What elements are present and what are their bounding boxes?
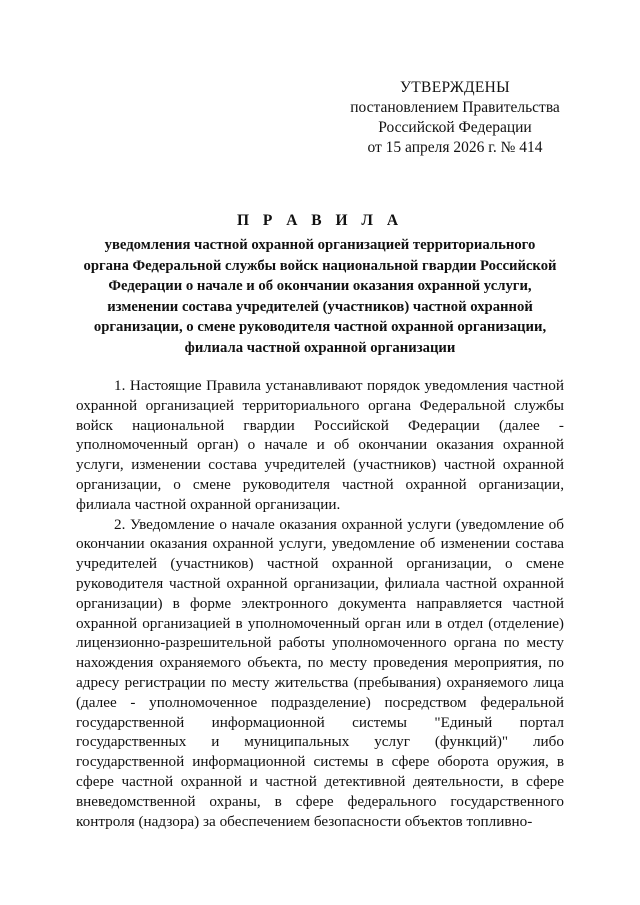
document-subtitle: уведомления частной охранной организацией территориального органа Федеральной службы войск национальной гвардии Российской Федерации о начале и об окончании оказания охранной услуги, изменении состава учредителей (участников) частной охранной организации, о смене руководителя частной охранной организации, филиала частной охранной организации: [83, 237, 557, 356]
approval-line-resolution: постановлением Правительства: [350, 99, 560, 116]
approval-line-date: от 15 апреля 2026 г. № 414: [367, 139, 543, 156]
paragraph-1: 1. Настоящие Правила устанавливают порядок уведомления частной охранной организацией территориального органа Федеральной службы войск национальной гвардии Российской Федерации (далее - уполномоченный орган) о начале и об окончании оказания охранной услуги, изменении состава учредителей (участников) частной охранной организации, о смене руководителя частной охранной организации, филиала частной охранной организации.: [76, 377, 564, 513]
document-body: [76, 376, 564, 831]
document-title: П Р А В И Л А: [236, 212, 404, 229]
approval-stamp: [330, 78, 580, 158]
paragraph-2: 2. Уведомление о начале оказания охранной услуги (уведомление об окончании оказания охранной услуги, уведомление об изменении состава учредителей (участников) частной охранной организации, о смене руководителя частной охранной организации, филиала частной охранной организации) в форме электронного документа направляется частной охранной организацией в уполномоченный орган или в отдел (отделение) лицензионно-разрешительной работы уполномоченного органа по месту нахождения охраняемого объекта, по месту проведения мероприятия, по адресу регистрации по месту жительства (пребывания) охраняемого лица (далее - уполномоченное подразделение) посредством федеральной государственной информационной системы "Единый портал государственных и муниципальных услуг (функций)" либо государственной информационной системы в сфере оборота оружия, в сфере частной охранной и частной детективной деятельности, в сфере вневедомственной охраны, в сфере федерального государственного контроля (надзора) за обеспечением безопасности объектов топливно-: [76, 515, 564, 830]
approval-heading: УТВЕРЖДЕНЫ: [400, 79, 510, 96]
approval-line-government: Российской Федерации: [378, 119, 532, 136]
